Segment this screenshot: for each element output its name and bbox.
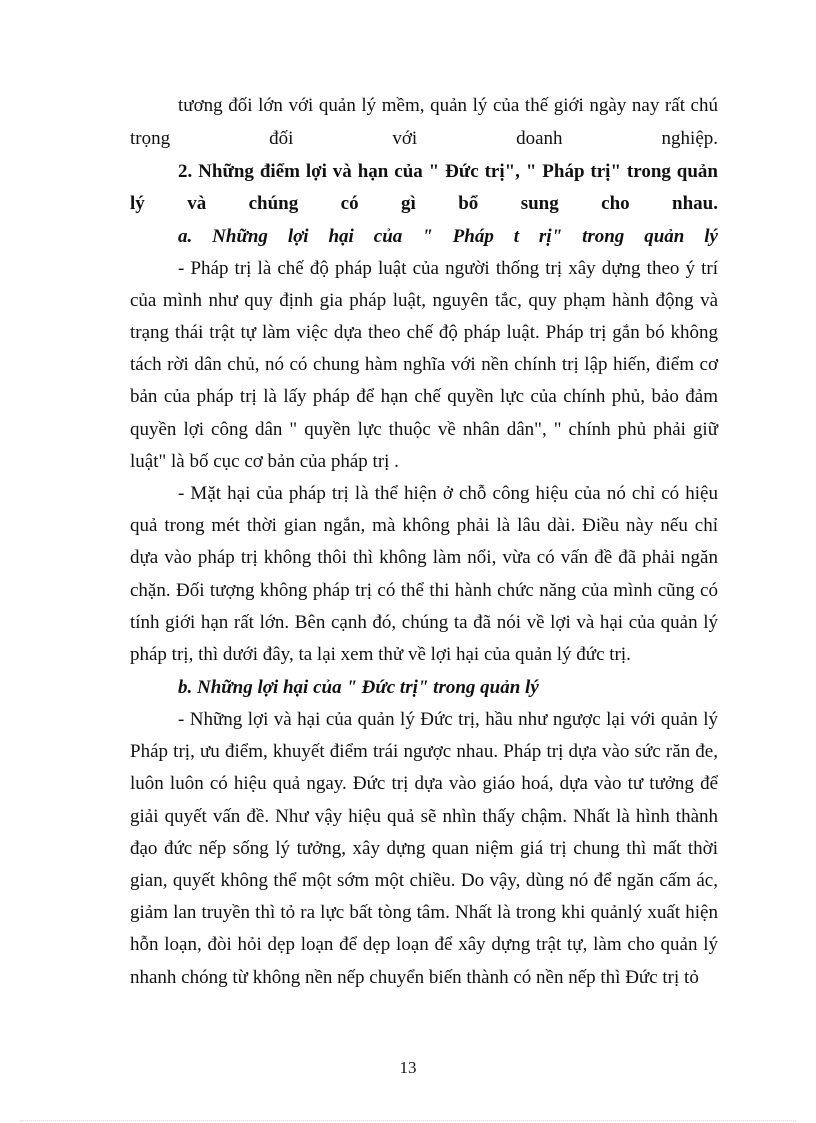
paragraph-line: giải quyết vấn đề. Như vậy hiệu quả sẽ nhìn thấy chậm. Nhất là hình thành <box>130 806 718 827</box>
paragraph-line: nhanh chóng từ không nền nếp chuyển biến thành có nền nếp thì Đức trị tỏ <box>130 967 699 988</box>
paragraph-line: tương đối lớn với quản lý mềm, quản lý của thế giới ngày nay rất chú <box>178 95 718 116</box>
paragraph-line: dựa vào pháp trị không thôi thì không làm nổi, vừa có vấn đề đã phải ngăn <box>130 547 718 568</box>
paragraph-line: trạng thái trật tự làm việc dựa theo chế độ pháp luật. Pháp trị gắn bó không <box>130 322 718 343</box>
paragraph-line: gian, quyết không thể một sớm một chiều. Do vậy, dùng nó để ngăn cấm ác, <box>130 870 718 891</box>
page-edge-divider <box>20 1120 796 1121</box>
paragraph-line: - Những lợi và hại của quản lý Đức trị, hầu như ngược lại với quản lý <box>178 709 718 730</box>
paragraph-line: - Pháp trị là chế độ pháp luật của người thống trị xây dựng theo ý trí <box>178 258 718 279</box>
paragraph-line: quả trong mét thời gian ngắn, mà không phải là lâu dài. Điều này nếu chỉ <box>130 515 718 536</box>
paragraph-line: bản của pháp trị là lấy pháp để hạn chế quyền lực của chính phủ, bảo đảm <box>130 386 718 407</box>
paragraph-line: - Mặt hại của pháp trị là thể hiện ở chỗ công hiệu của nó chỉ có hiệu <box>178 483 718 504</box>
subsection-heading: a. Những lợi hại của " Pháp t rị" trong quản lý <box>178 226 718 247</box>
paragraph-line: đạo đức nếp sống lý tưởng, xây dựng quan niệm giá trị chung thì mất thời <box>130 838 718 859</box>
paragraph-line: chặn. Đối tượng không pháp trị có thể thi hành chức năng của mình cũng có <box>130 580 718 601</box>
paragraph-line: pháp trị, thì dưới đây, ta lại xem thử về lợi hại của quản lý đức trị. <box>130 644 631 665</box>
paragraph-line: quyền lợi công dân " quyền lực thuộc về nhân dân", " chính phủ phải giữ <box>130 419 718 440</box>
paragraph-line: hỗn loạn, đòi hỏi dẹp loạn để dẹp loạn để xây dựng trật tự, làm cho quản lý <box>130 934 718 955</box>
paragraph-line: tính giới hạn rất lớn. Bên cạnh đó, chúng ta đã nói về lợi và hại của quản lý <box>130 612 718 633</box>
paragraph-line: trọng đối với doanh nghiệp. <box>130 128 718 149</box>
paragraph-line: luôn luôn có hiệu quả ngay. Đức trị dựa vào giáo hoá, dựa vào tư tưởng để <box>130 773 718 794</box>
paragraph-line: Pháp trị, ưu điểm, khuyết điểm trái ngược nhau. Pháp trị dựa vào sức răn đe, <box>130 741 718 762</box>
paragraph-line: tách rời dân chủ, nó có chung hàm nghĩa với nền chính trị lập hiến, điểm cơ <box>130 354 718 375</box>
paragraph-line: luật" là bố cục cơ bản của pháp trị . <box>130 451 399 472</box>
paragraph-line: giảm lan truyền thì tỏ ra lực bất tòng tâm. Nhất là trong khi quảnlý xuất hiện <box>130 902 718 923</box>
paragraph-line: của mình như quy định gia pháp luật, nguyên tắc, quy phạm hành động và <box>130 290 718 311</box>
subsection-heading: b. Những lợi hại của " Đức trị" trong quản lý <box>178 677 539 698</box>
section-heading: 2. Những điểm lợi và hạn của " Đức trị", " Pháp trị" trong quản <box>178 161 718 182</box>
section-heading: lý và chúng có gì bổ sung cho nhau. <box>130 193 718 214</box>
page-number: 13 <box>399 1058 417 1077</box>
